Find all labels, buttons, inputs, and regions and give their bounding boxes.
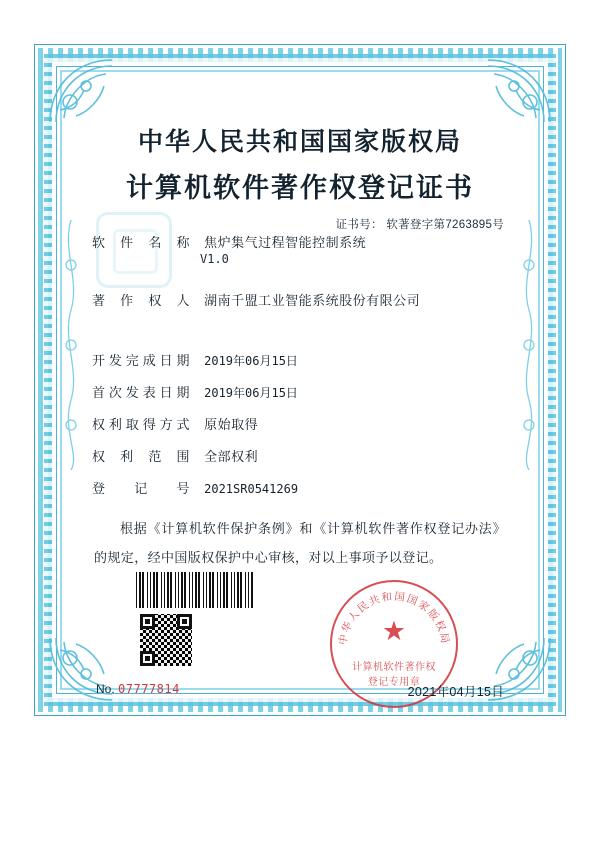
qr-finder-icon xyxy=(140,614,155,629)
issue-date: 2021年04月15日 xyxy=(407,685,504,699)
qr-finder-icon xyxy=(177,614,192,629)
field-label: 软件名称 xyxy=(92,235,190,250)
field-acquisition-method xyxy=(92,414,258,433)
field-label: 登记号 xyxy=(92,481,190,496)
statement-paragraph xyxy=(94,514,506,572)
frame-inner-border-2 xyxy=(60,70,540,690)
field-software-name xyxy=(92,232,366,251)
field-development-date xyxy=(92,350,298,369)
field-value: 焦炉集气过程智能控制系统 xyxy=(204,235,367,250)
seal-star-icon: ★ xyxy=(381,616,407,646)
statement-line-1: 根据《计算机软件保护条例》和《计算机软件著作权登记办法》的 xyxy=(94,521,506,565)
barcode xyxy=(136,572,254,608)
serial-value: 07777814 xyxy=(118,682,180,696)
corner-flourish-icon xyxy=(484,56,554,126)
field-value: 原始取得 xyxy=(204,417,259,432)
software-version: V1.0 xyxy=(200,252,229,266)
qr-finder-icon xyxy=(140,651,155,666)
side-ornament-icon xyxy=(516,220,542,470)
seal-line-1: 计算机软件著作权 xyxy=(352,662,436,673)
field-value: 2021SR0541269 xyxy=(204,482,299,496)
statement-line-2: 规定，经中国版权保护中心审核，对以上事项予以登记。 xyxy=(107,550,443,565)
serial-prefix: No. xyxy=(96,682,115,696)
field-label: 首次发表日期 xyxy=(92,385,190,400)
field-publication-date xyxy=(92,382,298,401)
field-copyright-owner xyxy=(92,290,420,309)
certificate-number: 证书号： 软著登字第7263895号 xyxy=(335,219,504,231)
serial-number xyxy=(96,682,180,696)
qr-code xyxy=(140,614,192,666)
authority-title: 中华人民共和国国家版权局 xyxy=(137,129,462,156)
svg-text:中华人民共和国国家版权局: 中华人民共和国国家版权局 xyxy=(337,591,451,646)
seal-line-2: 登记专用章 xyxy=(367,677,421,688)
field-label: 开发完成日期 xyxy=(92,353,190,368)
side-ornament-icon xyxy=(58,220,84,470)
field-rights-scope xyxy=(92,446,258,465)
field-value: 全部权利 xyxy=(204,449,259,464)
page-title: 计算机软件著作权登记证书 xyxy=(126,173,474,203)
field-label: 著作权人 xyxy=(92,293,190,308)
field-label: 权利范围 xyxy=(92,449,190,464)
field-value: 2019年06月15日 xyxy=(204,354,298,368)
field-value: 湖南千盟工业智能系统股份有限公司 xyxy=(204,293,421,308)
field-value: 2019年06月15日 xyxy=(204,386,298,400)
corner-flourish-icon xyxy=(46,56,116,126)
field-label: 权利取得方式 xyxy=(92,417,190,432)
field-registration-number xyxy=(92,478,298,497)
